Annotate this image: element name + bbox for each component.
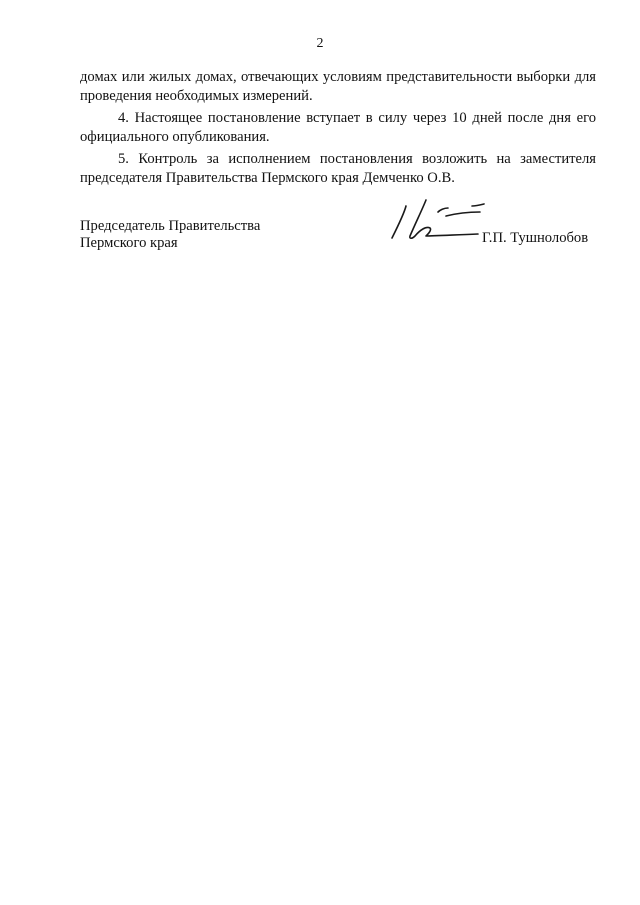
paragraph-continuation: домах или жилых домах, отвечающих условиям представительности выборки для проведения необходимых измерений. [80, 69, 596, 104]
signatory-name: Г.П. Тушнолобов [482, 230, 589, 246]
signatory-title-line-2: Пермского края [80, 235, 178, 251]
paragraph-item-4: 4. Настоящее постановление вступает в силу через 10 дней после дня его официального опубликования. [80, 110, 596, 145]
handwritten-signature-icon [382, 196, 492, 248]
page-number: 2 [316, 36, 324, 51]
document-body [80, 68, 596, 191]
signatory-title [80, 218, 260, 252]
signatory-title-line-1: Председатель Правительства [80, 218, 261, 234]
paragraph-item-5: 5. Контроль за исполнением постановления возложить на заместителя председателя Правительства Пермского края Демченко О.В. [80, 151, 596, 186]
